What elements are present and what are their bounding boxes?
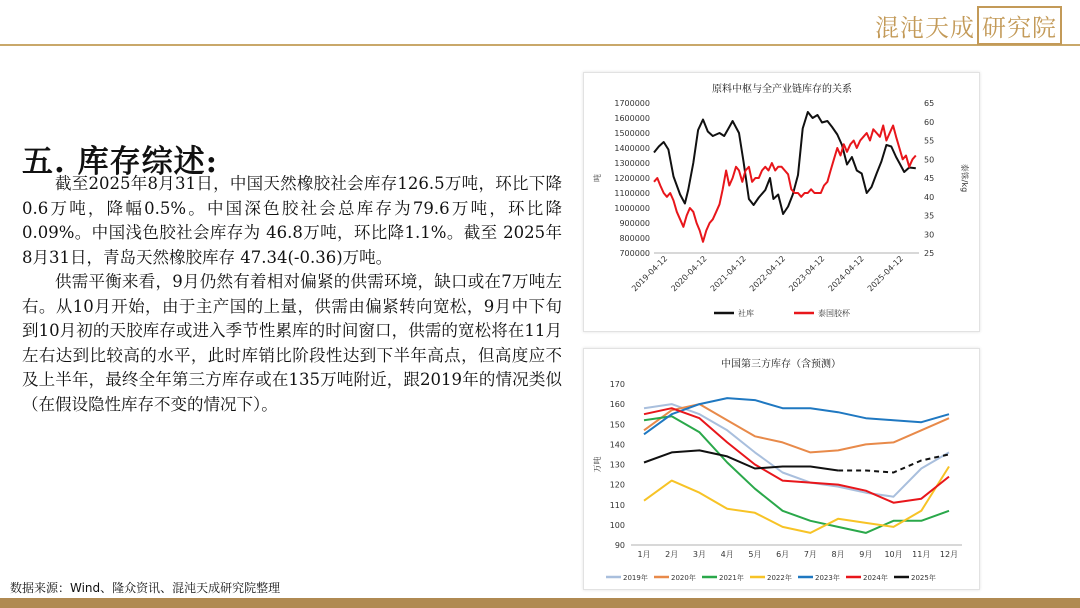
y2-tick-label: 35 — [924, 211, 935, 221]
y-tick-label: 160 — [609, 400, 625, 410]
chart-title: 原料中枢与全产业链库存的关系 — [712, 84, 852, 95]
y-tick-label: 1400000 — [614, 144, 650, 153]
legend-label: 2021年 — [719, 574, 744, 582]
paragraph-balance: 供需平衡来看，9月仍然有着相对偏紧的供需环境，缺口或在7万吨左右。从10月开始，由于主产国的上量，供需由偏紧转向宽松，9月中下旬到10月初的天胶库存或进入季节性累库的时间窗口，供需的宽松将在11月左右达到比较高的水平，此时库销比阶段性达到下半年高点，但高度应不及上半年，最终全年第三方库存或在135万吨附近，跟2019年的情况类似（在假设隐性库存不变的情况下）。 — [22, 272, 562, 414]
x-tick-label: 3月 — [692, 550, 707, 559]
x-tick-label: 4月 — [720, 550, 734, 559]
chart-inventory-vs-price-svg — [584, 73, 979, 331]
x-tick-label: 1月 — [637, 550, 651, 559]
x-tick-label: 7月 — [803, 550, 817, 559]
x-tick-label: 5月 — [748, 550, 762, 559]
y2-tick-label: 65 — [924, 99, 935, 108]
y-tick-label: 1500000 — [614, 129, 650, 138]
series-line-2023年 — [644, 398, 949, 434]
legend-label: 2024年 — [863, 574, 888, 582]
series-line-thai-cup-lump — [654, 126, 916, 242]
chart-third-party-inventory-svg — [584, 349, 979, 589]
legend-label: 2019年 — [623, 574, 648, 582]
y2-axis-label: 泰铢/kg — [960, 163, 969, 193]
y2-tick-label: 25 — [924, 249, 935, 258]
x-tick-label: 8月 — [831, 550, 845, 559]
chart-title: 中国第三方库存（含预测） — [721, 359, 841, 370]
x-tick-label: 2025-04-12 — [865, 254, 906, 294]
series-forecast-2025年 — [838, 454, 949, 472]
y-tick-label: 110 — [609, 500, 625, 510]
paragraph-inventory: 截至2025年8月31日，中国天然橡胶社会库存126.5万吨，环比下降0.6万吨，降幅0.5%。中国深色胶社会总库存为79.6万吨，环比降0.09%。中国浅色胶社会库存为 46.8万吨，环比降1.1%。截至 2025年8月31日，青岛天然橡胶库存 47.34(-0.36)万吨。 — [22, 174, 562, 267]
y-tick-label: 800000 — [619, 234, 650, 243]
y2-tick-label: 60 — [924, 117, 935, 127]
x-tick-label: 2019-04-12 — [630, 254, 670, 294]
y-axis-label: 吨 — [593, 174, 602, 182]
series-line-social-inventory — [654, 112, 916, 214]
y-tick-label: 900000 — [619, 219, 650, 228]
legend-label: 社库 — [738, 309, 754, 318]
x-tick-label: 10月 — [884, 550, 903, 559]
x-tick-label: 2月 — [665, 550, 679, 559]
y2-tick-label: 40 — [924, 192, 935, 202]
y-tick-label: 1600000 — [614, 114, 650, 123]
y-tick-label: 1200000 — [614, 174, 650, 183]
chart-third-party-inventory — [583, 348, 980, 590]
y2-tick-label: 55 — [924, 136, 935, 146]
legend-label: 泰国胶杯 — [818, 309, 850, 318]
y-axis-label: 万吨 — [593, 456, 602, 473]
y-tick-label: 90 — [614, 541, 625, 550]
y-tick-label: 1300000 — [614, 159, 650, 168]
x-tick-label: 2024-04-12 — [826, 254, 866, 294]
summary-text — [22, 172, 562, 417]
logo-text: 混沌天成 — [875, 14, 975, 42]
x-tick-label: 9月 — [859, 550, 873, 559]
y-tick-label: 170 — [609, 380, 625, 389]
logo-box-text: 研究院 — [977, 6, 1062, 45]
y-tick-label: 700000 — [619, 249, 650, 258]
y-tick-label: 150 — [609, 420, 625, 430]
x-tick-label: 2020-04-12 — [669, 254, 709, 294]
x-tick-label: 11月 — [912, 550, 931, 559]
series-line-2021年 — [644, 416, 949, 533]
x-tick-label: 2021-04-12 — [708, 254, 748, 294]
y-tick-label: 100 — [609, 520, 625, 530]
section-title: 五. 库存综述: — [22, 144, 219, 180]
y-tick-label: 140 — [609, 440, 625, 450]
footer-bar — [0, 598, 1080, 608]
y2-tick-label: 30 — [924, 230, 935, 240]
y2-tick-label: 45 — [924, 174, 935, 183]
chart-inventory-vs-price — [583, 72, 980, 332]
legend-label: 2020年 — [671, 574, 696, 582]
legend-label: 2025年 — [911, 574, 936, 582]
y-tick-label: 120 — [609, 480, 625, 490]
y-tick-label: 130 — [609, 460, 625, 470]
company-logo — [875, 6, 1062, 45]
y-tick-label: 1100000 — [614, 189, 650, 198]
y-tick-label: 1700000 — [614, 99, 650, 108]
x-tick-label: 2022-04-12 — [747, 254, 788, 294]
series-line-2022年 — [644, 467, 949, 533]
y2-tick-label: 50 — [924, 155, 935, 165]
y-tick-label: 1000000 — [614, 204, 650, 213]
x-tick-label: 6月 — [776, 550, 790, 559]
data-source-note: 数据来源：Wind、隆众资讯、混沌天成研究院整理 — [10, 581, 281, 595]
x-tick-label: 12月 — [939, 550, 959, 559]
x-tick-label: 2023-04-12 — [787, 254, 827, 294]
legend-label: 2022年 — [767, 574, 792, 582]
legend-label: 2023年 — [815, 574, 840, 582]
